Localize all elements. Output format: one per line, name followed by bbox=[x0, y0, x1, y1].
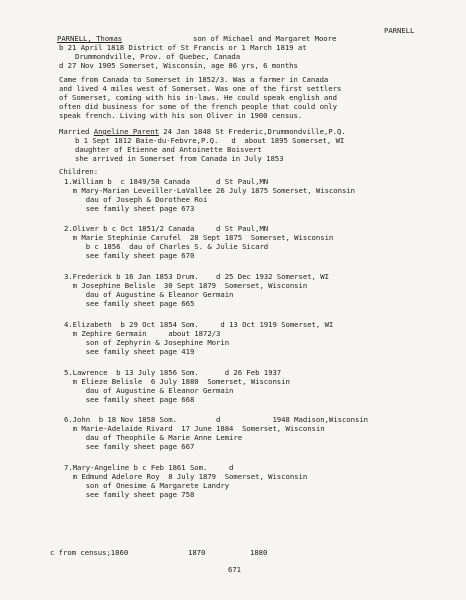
subject-name: PARNELL, Thomas bbox=[57, 34, 123, 43]
child-line: 1.William b c 1849/50 Canada d St Paul,MN bbox=[64, 177, 269, 186]
subject-death: d 27 Nov 1905 Somerset, Wisconsin, age 86 yrs, 6 months bbox=[59, 61, 298, 70]
child-line: dau of Augustine & Eleanor Germain bbox=[64, 386, 234, 395]
bio-line: often did business for some of the french people that could only bbox=[59, 102, 337, 111]
child-line: m Josephine Belisle 30 Sept 1879 Somerset, Wisconsin bbox=[64, 281, 308, 290]
header-surname: PARNELL bbox=[384, 26, 415, 35]
spouse-birth: b 1 Sept 1812 Baie-du-Febvre,P.Q. d about 1895 Somerset, WI bbox=[75, 136, 345, 145]
child-line: see family sheet page 758 bbox=[64, 490, 195, 499]
subject-birth: b 21 April 1818 District of St Francis or 1 March 1819 at bbox=[59, 43, 307, 52]
child-line: m Edmund Adelore Roy 8 July 1879 Somerset, Wisconsin bbox=[64, 472, 308, 481]
child-line: son of Onesime & Margarete Landry bbox=[64, 481, 230, 490]
child-line: see family sheet page 667 bbox=[64, 442, 195, 451]
child-line: 3.Frederick b 16 Jan 1853 Drum. d 25 Dec 1932 Somerset, WI bbox=[64, 272, 329, 281]
bio-line: speak french. Living with his son Oliver in 1900 census. bbox=[59, 111, 303, 120]
marriage-prefix: Married bbox=[59, 127, 94, 136]
child-line: see family sheet page 665 bbox=[64, 299, 195, 308]
spouse-name: Angeline Parent bbox=[93, 127, 159, 136]
child-line: dau of Theophile & Marie Anne Lemire bbox=[64, 433, 243, 442]
child-line: 4.Elizabeth b 29 Oct 1854 Som. d 13 Oct 1919 Somerset, WI bbox=[64, 320, 334, 329]
subject-birth-place: Drummondville, Prov. of Quebec, Canada bbox=[75, 52, 241, 61]
spouse-parents: daughter of Etienne and Antoinette Boisvert bbox=[75, 145, 262, 154]
child-line: m Zephire Germain about 1872/3 bbox=[64, 329, 221, 338]
child-line: dau of Joseph & Dorothee Roi bbox=[64, 195, 208, 204]
bio-line: of Somerset, coming with his in-laws. He could speak english and bbox=[59, 93, 337, 102]
child-line: b c 1856 dau of Charles S. & Julie Sicard bbox=[64, 242, 269, 251]
child-line: son of Zephyrin & Josephine Morin bbox=[64, 338, 230, 347]
subject-parents: son of Michael and Margaret Moore bbox=[193, 34, 337, 43]
census-note: c from census;1860 bbox=[50, 548, 129, 557]
child-line: 5.Lawrence b 13 July 1856 Som. d 26 Feb 1937 bbox=[64, 368, 282, 377]
child-line: m Mary-Marian Leveiller-LaVallee 26 July 1875 Somerset, Wisconsin bbox=[64, 186, 355, 195]
child-line: see family sheet page 670 bbox=[64, 251, 195, 260]
page-number: 671 bbox=[228, 565, 242, 574]
spouse-arrival: she arrived in Somerset from Canada in July 1853 bbox=[75, 154, 284, 163]
bio-line: Came from Canada to Somerset in 1852/3. Was a farmer in Canada bbox=[59, 75, 329, 84]
bio-line: and lived 4 miles west of Somerset. Was one of the first settlers bbox=[59, 84, 342, 93]
child-line: m Marie Stephinie Carufel 28 Sept 1875 Somerset, Wisconsin bbox=[64, 233, 334, 242]
census-year-1880: 1880 bbox=[250, 548, 268, 557]
child-line: m Marie-Adelaide Rivard 17 June 1884 Somerset, Wisconsin bbox=[64, 424, 325, 433]
child-line: see family sheet page 419 bbox=[64, 347, 195, 356]
child-line: 6.John b 18 Nov 1858 Som. d 1948 Madison,Wisconsin bbox=[64, 415, 369, 424]
marriage-details: 24 Jan 1848 St Frederic,Drummondville,P.Q. bbox=[158, 127, 346, 136]
child-line: dau of Augustine & Eleanor Germain bbox=[64, 290, 234, 299]
child-line: 7.Mary-Angeline b c Feb 1861 Som. d bbox=[64, 463, 234, 472]
child-line: see family sheet page 673 bbox=[64, 204, 195, 213]
marriage-line bbox=[59, 127, 346, 136]
child-line: 2.Oliver b c Oct 1851/2 Canada d St Paul,MN bbox=[64, 224, 269, 233]
child-line: see family sheet page 668 bbox=[64, 395, 195, 404]
child-line: m Elieze Belisle 6 July 1880 Somerset, Wisconsin bbox=[64, 377, 290, 386]
census-year-1870: 1870 bbox=[188, 548, 206, 557]
children-label: Children: bbox=[59, 167, 99, 176]
